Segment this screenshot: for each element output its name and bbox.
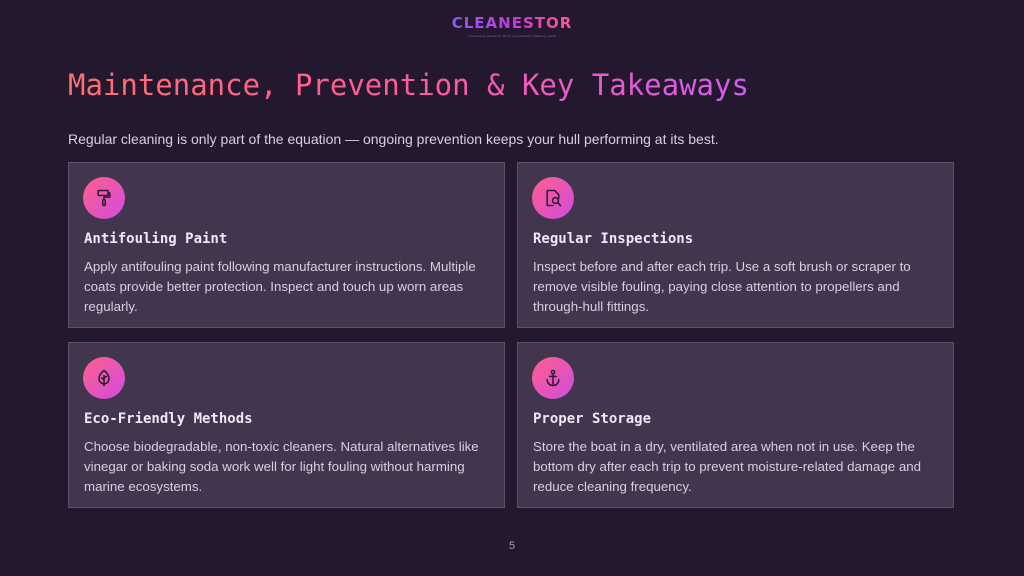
card-title: Proper Storage (533, 411, 652, 427)
leaf-icon (83, 357, 125, 399)
brand-tagline: The leading choice for all of your boat hull cleaning needs (467, 34, 557, 38)
brand-logo (0, 14, 1024, 38)
anchor-icon (532, 357, 574, 399)
paint-roller-icon (83, 177, 125, 219)
page-number: 5 (508, 540, 516, 552)
card-description: Apply antifouling paint following manufacturer instructions. Multiple coats provide better protection. Inspect and touch up worn areas regularly. (84, 259, 476, 314)
page-title: Maintenance, Prevention & Key Takeaways (68, 68, 749, 102)
card-antifouling-paint (68, 162, 505, 328)
card-title: Regular Inspections (533, 231, 694, 247)
card-description: Store the boat in a dry, ventilated area when not in use. Keep the bottom dry after each trip to prevent moisture-related damage and reduce cleaning frequency. (533, 439, 922, 494)
page-subtitle: Regular cleaning is only part of the equation — ongoing prevention keeps your hull performing at its best. (68, 131, 719, 147)
card-description: Choose biodegradable, non-toxic cleaners. Natural alternatives like vinegar or baking soda work well for light fouling without harming marine ecosystems. (84, 439, 479, 494)
brand-name: CLEANESTOR (451, 14, 573, 32)
card-title: Eco-Friendly Methods (84, 411, 253, 427)
card-proper-storage (517, 342, 954, 508)
card-eco-friendly-methods (68, 342, 505, 508)
card-regular-inspections (517, 162, 954, 328)
card-description: Inspect before and after each trip. Use a soft brush or scraper to remove visible fouling, paying close attention to propellers and through-hull fittings. (533, 259, 911, 314)
inspection-search-icon (532, 177, 574, 219)
card-title: Antifouling Paint (84, 231, 228, 247)
